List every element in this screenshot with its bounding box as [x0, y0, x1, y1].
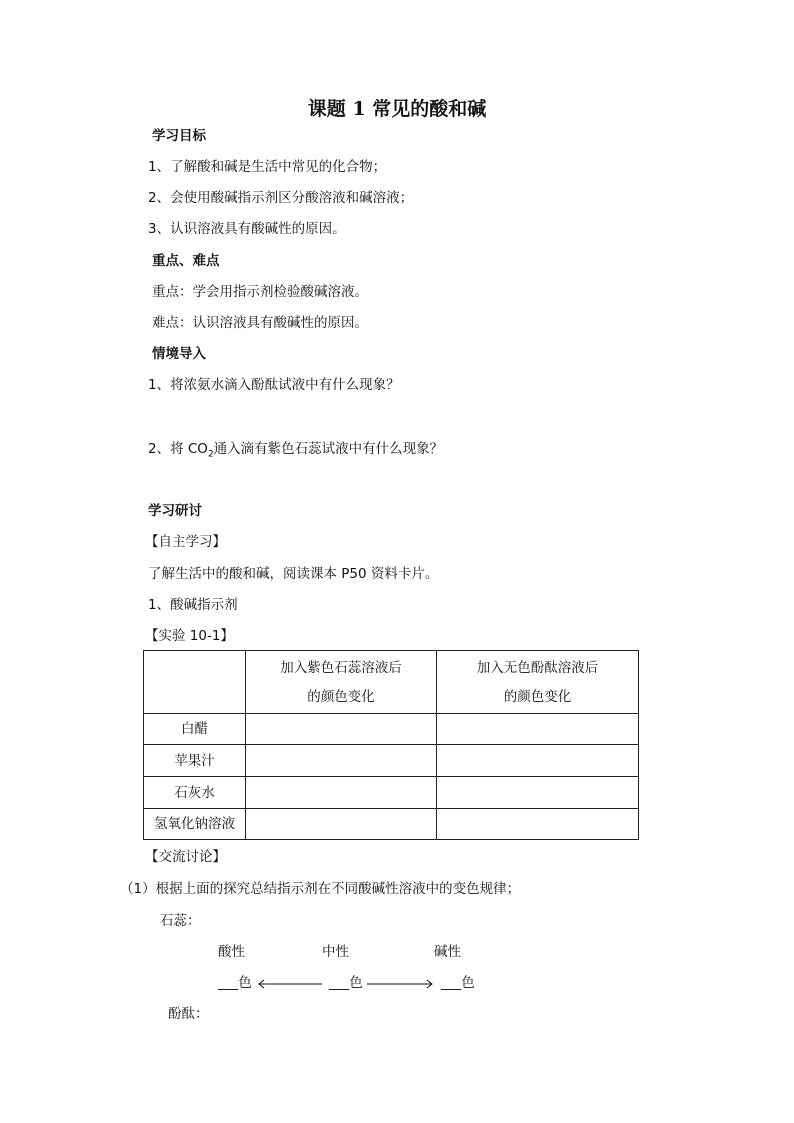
row-label: 苹果汁 [144, 745, 246, 777]
answer-cell[interactable] [246, 745, 437, 777]
goals-heading: 学习目标 [152, 128, 206, 144]
acidic-label: 酸性 [218, 944, 245, 960]
focus-text: 重点：学会用指示剂检验酸碱溶液。 [152, 284, 368, 300]
answer-cell[interactable] [246, 809, 437, 840]
table-header-row [144, 651, 639, 714]
study-heading: 学习研讨 [148, 503, 202, 519]
read-instruction: 了解生活中的酸和碱，阅读课本 P50 资料卡片。 [148, 566, 439, 582]
answer-cell[interactable] [246, 777, 437, 809]
answer-cell[interactable] [437, 745, 639, 777]
discussion-heading: 【交流讨论】 [145, 849, 226, 865]
goal-item-3: 3、认识溶液具有酸碱性的原因。 [148, 221, 346, 237]
self-study-label: 【自主学习】 [145, 534, 226, 550]
arrow-right-icon [366, 974, 436, 992]
blank-neutral[interactable]: ___色 [329, 975, 363, 991]
table-row [144, 809, 639, 840]
goal-item-1: 1、了解酸和碱是生活中常见的化合物； [148, 159, 387, 175]
litmus-label: 石蕊： [160, 913, 201, 929]
experiment-label: 【实验 10-1】 [145, 628, 234, 644]
key-points-heading: 重点、难点 [152, 253, 220, 269]
discussion-question-1: （1）根据上面的探究总结指示剂在不同酸碱性溶液中的变色规律； [120, 881, 521, 897]
basic-label: 碱性 [434, 944, 461, 960]
table-row [144, 777, 639, 809]
header-phenolphthalein: 加入无色酚酞溶液后 的颜色变化 [437, 651, 639, 714]
blank-basic[interactable]: ___色 [441, 975, 475, 991]
answer-cell[interactable] [437, 809, 639, 840]
blank-acidic[interactable]: ___色 [218, 975, 252, 991]
row-label: 石灰水 [144, 777, 246, 809]
indicator-heading: 1、酸碱指示剂 [148, 597, 238, 613]
experiment-table [143, 650, 639, 840]
phenolphthalein-label: 酚酞： [168, 1006, 209, 1022]
page-title: 课题 1 常见的酸和碱 [307, 98, 487, 120]
table-row [144, 745, 639, 777]
intro-question-1: 1、将浓氨水滴入酚酞试液中有什么现象？ [148, 377, 400, 393]
goal-item-2: 2、会使用酸碱指示剂区分酸溶液和碱溶液； [148, 190, 414, 206]
table-corner-cell [144, 651, 246, 714]
header-litmus: 加入紫色石蕊溶液后 的颜色变化 [246, 651, 437, 714]
intro-heading: 情境导入 [152, 346, 206, 362]
answer-cell[interactable] [437, 777, 639, 809]
answer-cell[interactable] [246, 714, 437, 745]
row-label: 氢氧化钠溶液 [144, 809, 246, 840]
answer-cell[interactable] [437, 714, 639, 745]
intro-question-2: 2、将 $CO_2$通入滴有紫色石蕊试液中有什么现象？ [148, 441, 444, 460]
arrow-left-icon [256, 974, 324, 992]
table-row [144, 714, 639, 745]
difficulty-text: 难点：认识溶液具有酸碱性的原因。 [152, 315, 368, 331]
row-label: 白醋 [144, 714, 246, 745]
neutral-label: 中性 [322, 944, 349, 960]
